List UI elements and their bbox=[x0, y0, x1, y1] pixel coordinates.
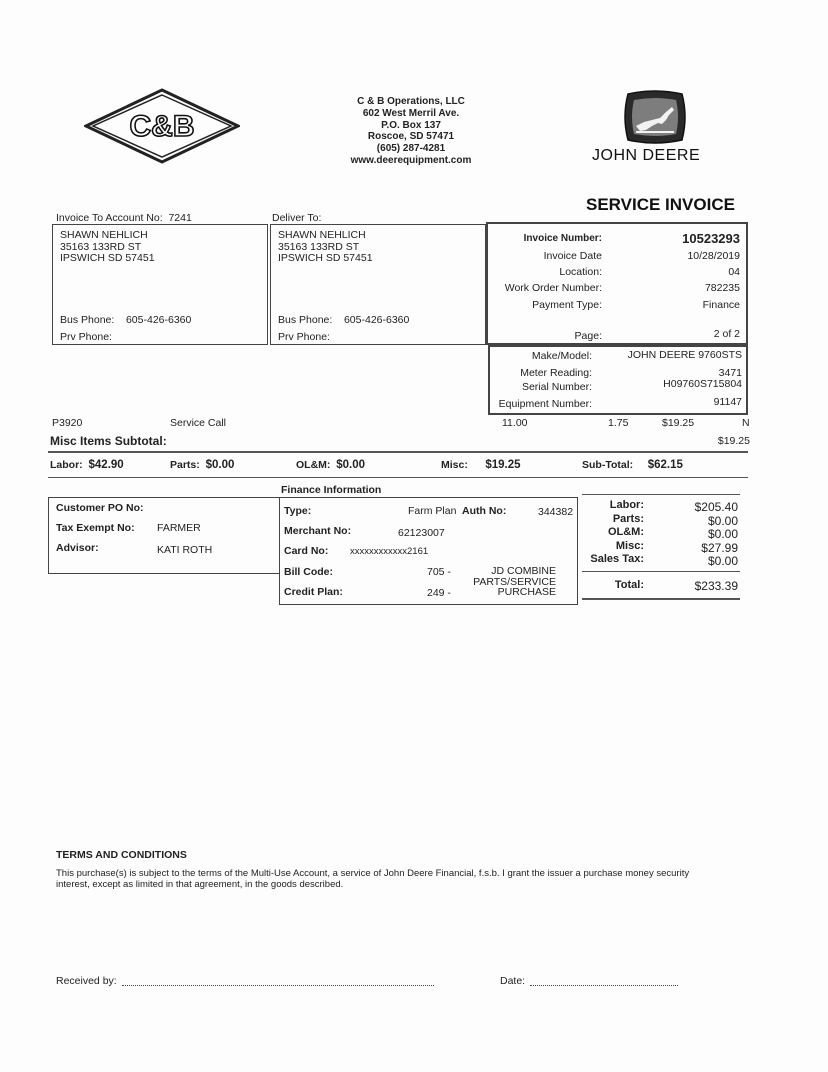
cb-logo-text: C&B bbox=[129, 110, 195, 143]
misc-subtotal-value: $19.25 bbox=[717, 435, 750, 447]
totals-bar-misc: Misc: $19.25 bbox=[441, 459, 521, 471]
summary-tax-value: $0.00 bbox=[707, 554, 738, 568]
ship-bus-phone: Bus Phone: 605-426-6360 bbox=[278, 314, 410, 326]
invoice-number-value: 10523293 bbox=[682, 231, 740, 246]
meter-reading-value: 3471 bbox=[718, 367, 742, 379]
summary-olm-value: $0.00 bbox=[707, 527, 738, 541]
summary-total-label: Total: bbox=[614, 579, 644, 591]
bill-to-address: SHAWN NEHLICH 35163 133RD ST IPSWICH SD 57451 bbox=[60, 229, 155, 264]
summary-misc-label: Misc: bbox=[615, 540, 644, 552]
page-value: 2 of 2 bbox=[713, 328, 740, 340]
subtotal-bottom-rule bbox=[48, 477, 748, 478]
equipment-number-value: 91147 bbox=[713, 396, 742, 408]
bill-bus-phone: Bus Phone: 605-426-6360 bbox=[60, 314, 192, 326]
summary-olm-label: OL&M: bbox=[607, 526, 644, 538]
serial-number-value: H09760S715804 bbox=[663, 378, 742, 390]
summary-labor-value: $205.40 bbox=[694, 500, 738, 514]
make-model-label: Make/Model: bbox=[531, 350, 592, 362]
summary-total-value: $233.39 bbox=[694, 579, 738, 593]
serial-number-label: Serial Number: bbox=[521, 381, 592, 393]
terms-title: TERMS AND CONDITIONS bbox=[56, 849, 187, 861]
meter-reading-label: Meter Reading: bbox=[520, 367, 592, 379]
totals-bar-subtotal: Sub-Total: $62.15 bbox=[582, 459, 683, 471]
invoice-to-label: Invoice To Account No: 7241 bbox=[56, 212, 192, 224]
invoice-date-label: Invoice Date bbox=[543, 250, 602, 262]
credit-plan-value: 249 - bbox=[427, 587, 451, 599]
totals-bar-parts: Parts: $0.00 bbox=[170, 459, 235, 471]
card-no-value: xxxxxxxxxxxx2161 bbox=[350, 546, 429, 557]
ship-prv-phone: Prv Phone: bbox=[278, 331, 330, 343]
merchant-no-value: 62123007 bbox=[398, 527, 445, 539]
line-item-qty: 11.00 bbox=[502, 417, 528, 429]
ship-to-address: SHAWN NEHLICH 35163 133RD ST IPSWICH SD 57451 bbox=[278, 229, 373, 264]
summary-mid-rule bbox=[582, 571, 740, 572]
line-item-amount: $19.25 bbox=[662, 417, 695, 429]
customer-po-label: Customer PO No: bbox=[56, 502, 144, 514]
work-order-label: Work Order Number: bbox=[504, 282, 602, 294]
date-line[interactable] bbox=[530, 985, 678, 986]
payment-type-value: Finance bbox=[702, 299, 740, 311]
summary-labor-label: Labor: bbox=[609, 499, 644, 511]
terms-text: This purchase(s) is subject to the terms of the Multi-Use Account, a service of John Deere Financial, f.s.b. I grant the issuer a purchase money security interest, except as limited in that agreement, in the goods described. bbox=[56, 868, 690, 890]
payment-type-label: Payment Type: bbox=[532, 299, 602, 311]
auth-no-label: Auth No: bbox=[462, 505, 507, 517]
advisor-value: KATI ROTH bbox=[157, 544, 213, 556]
company-address: C & B Operations, LLC 602 West Merril Ave. P.O. Box 137 Roscoe, SD 57471 (605) 287-4281 www.deerequipment.com bbox=[350, 96, 472, 166]
make-model-value: JOHN DEERE 9760STS bbox=[627, 349, 742, 361]
credit-plan-description: JD COMBINE PARTS/SERVICE PURCHASE bbox=[473, 565, 556, 598]
account-number: 7241 bbox=[168, 212, 192, 224]
merchant-no-label: Merchant No: bbox=[284, 525, 352, 537]
card-no-label: Card No: bbox=[284, 545, 329, 557]
credit-plan-label: Credit Plan: bbox=[284, 586, 343, 598]
finance-type-label: Type: bbox=[284, 505, 312, 517]
line-item-rate: 1.75 bbox=[608, 417, 629, 429]
page-label: Page: bbox=[574, 330, 602, 342]
bill-code-label: Bill Code: bbox=[284, 566, 333, 578]
location-value: 04 bbox=[728, 266, 740, 278]
invoice-number-label: Invoice Number: bbox=[523, 233, 602, 244]
line-item-flag: N bbox=[742, 417, 750, 429]
totals-bar-olm: OL&M: $0.00 bbox=[296, 459, 366, 471]
summary-parts-value: $0.00 bbox=[707, 514, 738, 528]
finance-type-value: Farm Plan bbox=[408, 505, 457, 517]
equipment-number-label: Equipment Number: bbox=[498, 398, 592, 410]
document-title: SERVICE INVOICE bbox=[586, 195, 735, 214]
brand-name: JOHN DEERE bbox=[592, 147, 701, 164]
john-deere-logo-icon bbox=[622, 90, 688, 144]
bill-code-value: 705 - bbox=[427, 566, 451, 578]
summary-tax-label: Sales Tax: bbox=[590, 553, 644, 565]
received-by-line[interactable] bbox=[122, 985, 434, 986]
summary-top-rule bbox=[582, 494, 740, 495]
summary-bottom-rule bbox=[582, 598, 740, 600]
tax-exempt-value: FARMER bbox=[157, 522, 201, 534]
tax-exempt-label: Tax Exempt No: bbox=[56, 522, 135, 534]
deliver-to-label: Deliver To: bbox=[272, 212, 322, 224]
line-item-code: P3920 bbox=[52, 417, 83, 429]
bill-prv-phone: Prv Phone: bbox=[60, 331, 112, 343]
location-label: Location: bbox=[559, 266, 602, 278]
subtotal-top-rule bbox=[48, 451, 748, 453]
advisor-label: Advisor: bbox=[56, 542, 99, 554]
received-by-label: Received by: bbox=[56, 975, 117, 987]
cb-logo bbox=[84, 88, 240, 164]
summary-misc-value: $27.99 bbox=[701, 541, 738, 555]
totals-bar-labor: Labor: $42.90 bbox=[50, 459, 124, 471]
date-label: Date: bbox=[500, 975, 526, 987]
auth-no-value: 344382 bbox=[538, 506, 574, 518]
line-item-description: Service Call bbox=[170, 417, 227, 429]
misc-subtotal-label: Misc Items Subtotal: bbox=[50, 434, 167, 448]
summary-parts-label: Parts: bbox=[612, 513, 644, 525]
work-order-value: 782235 bbox=[704, 282, 740, 294]
invoice-date-value: 10/28/2019 bbox=[687, 250, 740, 262]
finance-title: Finance Information bbox=[281, 484, 382, 496]
